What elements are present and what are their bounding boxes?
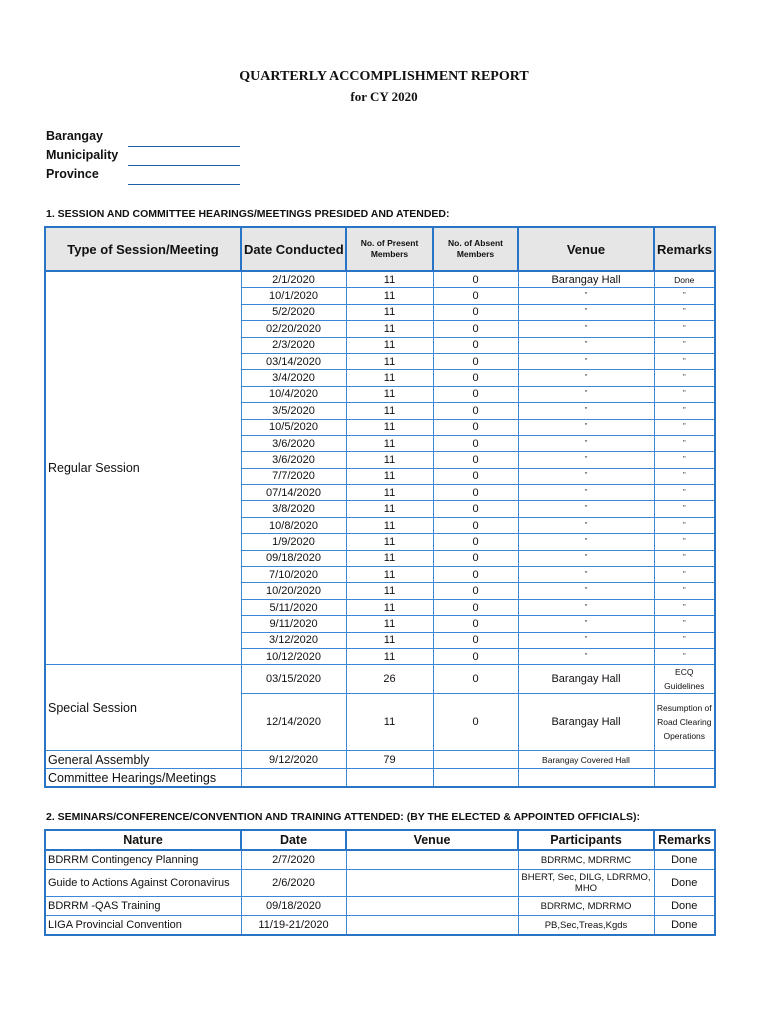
report-subtitle: for CY 2020	[350, 89, 418, 104]
cell-present: 11	[346, 337, 433, 353]
cell-remarks: "	[654, 403, 715, 419]
province-label: Province	[46, 167, 99, 181]
cell-absent: 0	[433, 370, 518, 386]
cell-absent: 0	[433, 304, 518, 320]
cell-venue: "	[518, 321, 654, 337]
cell-remarks	[654, 769, 715, 788]
cell-venue: "	[518, 501, 654, 517]
cell-date: 5/2/2020	[241, 304, 346, 320]
cell-remarks: Done	[654, 271, 715, 288]
cell-absent: 0	[433, 419, 518, 435]
cell-date: 10/20/2020	[241, 583, 346, 599]
cell-venue: "	[518, 288, 654, 304]
cell-absent: 0	[433, 321, 518, 337]
col-nature: Nature	[45, 830, 241, 850]
cell-remarks: Done	[654, 897, 715, 916]
cell-remarks: "	[654, 370, 715, 386]
cell-venue: "	[518, 452, 654, 468]
cell-date: 07/14/2020	[241, 485, 346, 501]
cell-date: 10/1/2020	[241, 288, 346, 304]
cell-date: 9/12/2020	[241, 751, 346, 769]
barangay-field	[128, 146, 240, 147]
cell-venue: "	[518, 386, 654, 402]
cell-venue: Barangay Covered Hall	[518, 751, 654, 769]
table-row	[45, 897, 715, 916]
session-type-regular: Regular Session	[45, 271, 241, 665]
table-row	[45, 665, 715, 694]
cell-remarks: "	[654, 501, 715, 517]
cell-participants: PB,Sec,Treas,Kgds	[518, 916, 654, 936]
cell-absent: 0	[433, 648, 518, 664]
municipality-label: Municipality	[46, 148, 119, 162]
cell-absent: 0	[433, 485, 518, 501]
cell-present: 11	[346, 271, 433, 288]
cell-venue	[518, 769, 654, 788]
sessions-table	[44, 226, 716, 788]
cell-date: 2/1/2020	[241, 271, 346, 288]
cell-venue	[346, 870, 518, 897]
cell-absent: 0	[433, 599, 518, 615]
cell-absent: 0	[433, 353, 518, 369]
cell-remarks: "	[654, 517, 715, 533]
report-title: QUARTERLY ACCOMPLISHMENT REPORT	[239, 69, 529, 84]
cell-venue: "	[518, 419, 654, 435]
cell-present: 11	[346, 501, 433, 517]
cell-present: 11	[346, 386, 433, 402]
cell-venue: "	[518, 632, 654, 648]
table-row	[45, 916, 715, 936]
cell-absent: 0	[433, 452, 518, 468]
cell-remarks: "	[654, 386, 715, 402]
cell-absent	[433, 751, 518, 769]
cell-venue: "	[518, 599, 654, 615]
cell-present: 11	[346, 567, 433, 583]
cell-date: 3/8/2020	[241, 501, 346, 517]
cell-present: 11	[346, 288, 433, 304]
cell-present: 11	[346, 353, 433, 369]
cell-present: 11	[346, 321, 433, 337]
cell-present: 11	[346, 632, 433, 648]
cell-nature: BDRRM Contingency Planning	[45, 850, 241, 870]
cell-date: 1/9/2020	[241, 534, 346, 550]
cell-date: 2/3/2020	[241, 337, 346, 353]
cell-remarks: "	[654, 648, 715, 664]
cell-date: 2/6/2020	[241, 870, 346, 897]
col-present: No. of Present Members	[346, 227, 433, 271]
sessions-header-row	[45, 227, 715, 271]
cell-date	[241, 769, 346, 788]
cell-date: 3/4/2020	[241, 370, 346, 386]
cell-participants: BDRRMC, MDRRMC	[518, 850, 654, 870]
col-remarks: Remarks	[654, 227, 715, 271]
cell-absent: 0	[433, 534, 518, 550]
cell-remarks: "	[654, 321, 715, 337]
col-type: Type of Session/Meeting	[45, 227, 241, 271]
cell-date: 03/15/2020	[241, 665, 346, 694]
cell-nature: Guide to Actions Against Coronavirus	[45, 870, 241, 897]
section1-heading: 1. SESSION AND COMMITTEE HEARINGS/MEETINGS PRESIDED AND ATENDED:	[46, 208, 450, 220]
cell-present: 11	[346, 648, 433, 664]
barangay-label: Barangay	[46, 129, 103, 143]
cell-date: 7/10/2020	[241, 567, 346, 583]
province-field	[128, 184, 240, 185]
cell-remarks: "	[654, 616, 715, 632]
cell-date: 03/14/2020	[241, 353, 346, 369]
cell-date: 10/8/2020	[241, 517, 346, 533]
cell-venue: "	[518, 353, 654, 369]
table-row	[45, 870, 715, 897]
cell-remarks: Done	[654, 850, 715, 870]
cell-absent: 0	[433, 271, 518, 288]
cell-date: 7/7/2020	[241, 468, 346, 484]
cell-date: 09/18/2020	[241, 897, 346, 916]
cell-remarks	[654, 751, 715, 769]
cell-nature: BDRRM -QAS Training	[45, 897, 241, 916]
col-date: Date Conducted	[241, 227, 346, 271]
cell-absent: 0	[433, 694, 518, 751]
cell-present: 11	[346, 517, 433, 533]
cell-venue: "	[518, 337, 654, 353]
cell-venue: "	[518, 304, 654, 320]
cell-venue	[346, 897, 518, 916]
table-row	[45, 751, 715, 769]
cell-venue: "	[518, 616, 654, 632]
cell-date: 9/11/2020	[241, 616, 346, 632]
cell-date: 10/4/2020	[241, 386, 346, 402]
cell-date: 12/14/2020	[241, 694, 346, 751]
cell-present: 11	[346, 694, 433, 751]
section2-heading: 2. SEMINARS/CONFERENCE/CONVENTION AND TRAINING ATTENDED: (BY THE ELECTED & APPOINTED OFFICIALS):	[46, 811, 641, 823]
cell-remarks: "	[654, 632, 715, 648]
cell-present: 11	[346, 599, 433, 615]
municipality-field	[128, 165, 240, 166]
cell-absent: 0	[433, 583, 518, 599]
cell-date: 11/19-21/2020	[241, 916, 346, 936]
cell-date: 3/6/2020	[241, 435, 346, 451]
cell-absent: 0	[433, 403, 518, 419]
cell-remarks: Done	[654, 916, 715, 936]
cell-date: 3/12/2020	[241, 632, 346, 648]
cell-venue: "	[518, 517, 654, 533]
cell-absent: 0	[433, 468, 518, 484]
cell-present: 11	[346, 304, 433, 320]
cell-venue: "	[518, 403, 654, 419]
cell-date: 3/6/2020	[241, 452, 346, 468]
cell-absent: 0	[433, 288, 518, 304]
cell-venue: "	[518, 485, 654, 501]
cell-present: 11	[346, 583, 433, 599]
cell-venue: "	[518, 648, 654, 664]
cell-present: 26	[346, 665, 433, 694]
cell-date: 10/5/2020	[241, 419, 346, 435]
seminars-header-row	[45, 830, 715, 850]
cell-absent: 0	[433, 616, 518, 632]
cell-venue: "	[518, 583, 654, 599]
cell-absent: 0	[433, 435, 518, 451]
table-row	[45, 271, 715, 288]
cell-remarks: "	[654, 452, 715, 468]
cell-present: 11	[346, 468, 433, 484]
cell-present: 11	[346, 435, 433, 451]
col-participants: Participants	[518, 830, 654, 850]
cell-remarks: "	[654, 288, 715, 304]
cell-remarks: "	[654, 550, 715, 566]
cell-venue: "	[518, 435, 654, 451]
cell-present: 11	[346, 534, 433, 550]
cell-present: 11	[346, 403, 433, 419]
cell-date: 2/7/2020	[241, 850, 346, 870]
cell-remarks: "	[654, 419, 715, 435]
session-type-committee: Committee Hearings/Meetings	[45, 769, 241, 788]
cell-participants: BDRRMC, MDRRMO	[518, 897, 654, 916]
cell-remarks: "	[654, 304, 715, 320]
cell-absent: 0	[433, 501, 518, 517]
cell-nature: LIGA Provincial Convention	[45, 916, 241, 936]
cell-absent	[433, 769, 518, 788]
table-row	[45, 850, 715, 870]
seminars-table	[44, 829, 716, 936]
cell-present: 11	[346, 485, 433, 501]
col-venue: Venue	[346, 830, 518, 850]
cell-absent: 0	[433, 567, 518, 583]
session-type-general: General Assembly	[45, 751, 241, 769]
cell-remarks: "	[654, 534, 715, 550]
cell-remarks: "	[654, 337, 715, 353]
cell-remarks: Done	[654, 870, 715, 897]
cell-participants: BHERT, Sec, DILG, LDRRMO, MHO	[518, 870, 654, 897]
cell-date: 3/5/2020	[241, 403, 346, 419]
col-absent: No. of Absent Members	[433, 227, 518, 271]
cell-venue: "	[518, 567, 654, 583]
cell-venue: Barangay Hall	[518, 694, 654, 751]
cell-date: 09/18/2020	[241, 550, 346, 566]
col-date: Date	[241, 830, 346, 850]
cell-date: 02/20/2020	[241, 321, 346, 337]
cell-remarks: "	[654, 583, 715, 599]
table-row	[45, 769, 715, 788]
col-venue: Venue	[518, 227, 654, 271]
cell-venue	[346, 850, 518, 870]
cell-present: 11	[346, 370, 433, 386]
cell-remarks: "	[654, 567, 715, 583]
cell-venue: "	[518, 550, 654, 566]
cell-venue: Barangay Hall	[518, 271, 654, 288]
cell-present: 79	[346, 751, 433, 769]
cell-present: 11	[346, 550, 433, 566]
cell-venue: "	[518, 370, 654, 386]
cell-venue: "	[518, 534, 654, 550]
session-type-special: Special Session	[45, 665, 241, 751]
cell-present	[346, 769, 433, 788]
cell-date: 10/12/2020	[241, 648, 346, 664]
cell-remarks: Resumption of Road Clearing Operations	[654, 694, 715, 751]
cell-remarks: ECQ Guidelines	[654, 665, 715, 694]
cell-date: 5/11/2020	[241, 599, 346, 615]
cell-remarks: "	[654, 468, 715, 484]
cell-venue	[346, 916, 518, 936]
cell-absent: 0	[433, 517, 518, 533]
cell-absent: 0	[433, 632, 518, 648]
cell-absent: 0	[433, 665, 518, 694]
cell-present: 11	[346, 419, 433, 435]
cell-absent: 0	[433, 337, 518, 353]
cell-absent: 0	[433, 386, 518, 402]
cell-present: 11	[346, 616, 433, 632]
cell-remarks: "	[654, 353, 715, 369]
cell-remarks: "	[654, 485, 715, 501]
cell-remarks: "	[654, 435, 715, 451]
col-remarks: Remarks	[654, 830, 715, 850]
cell-absent: 0	[433, 550, 518, 566]
cell-venue: "	[518, 468, 654, 484]
cell-remarks: "	[654, 599, 715, 615]
cell-venue: Barangay Hall	[518, 665, 654, 694]
cell-present: 11	[346, 452, 433, 468]
